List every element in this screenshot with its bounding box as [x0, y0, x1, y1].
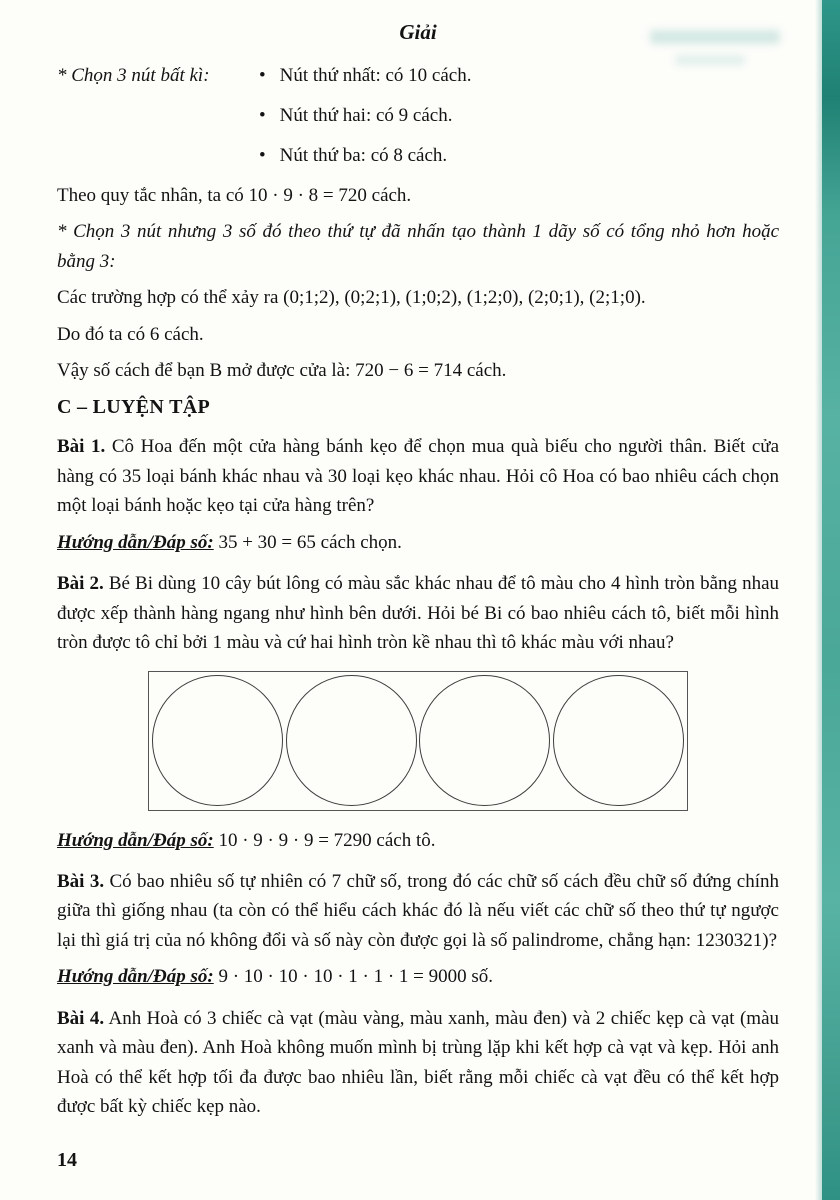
section-heading-practice: C – LUYỆN TẬP: [57, 396, 210, 419]
problem-3-answer: [57, 962, 779, 991]
circle-3: [419, 675, 550, 806]
page-number: 14: [57, 1149, 77, 1171]
problem-4-text: Anh Hoà có 3 chiếc cà vạt (màu vàng, màu xanh, màu đen) và 2 chiếc kẹp cà vạt (màu xanh và màu đen). Anh Hoà không muốn mình bị trùng lặp khi kết hợp cà vạt và kẹp. Hỏi anh Hoà có thể kết hợp tối đa được bao nhiêu lần, biết rằng mỗi chiếc cà vạt đều có thể kết hợp được bất kỳ chiếc kẹp nào.: [57, 1007, 780, 1118]
list-item: [259, 101, 471, 130]
solution-title: Giải: [399, 20, 437, 44]
problem-3: [57, 867, 779, 955]
problem-2-answer: [57, 826, 779, 855]
list-item: [259, 141, 471, 170]
four-circles-figure: [148, 671, 688, 811]
problem-1-label: Bài 1.: [57, 436, 106, 458]
problem-1-text: Cô Hoa đến một cửa hàng bánh kẹo để chọn mua quà biếu cho người thân. Biết cửa hàng có 35 loại bánh khác nhau và 30 loại kẹo khác nhau. Hỏi cô Hoa có bao nhiêu cách chọn một loại bánh hoặc kẹo tại cửa hàng trên?: [57, 436, 779, 517]
answer-label: Hướng dẫn/Đáp số:: [57, 829, 214, 851]
bullet-text: Nút thứ hai: có 9 cách.: [279, 104, 453, 126]
circle-4: [553, 675, 684, 806]
list-item: [259, 61, 471, 90]
problem-1-answer: [57, 528, 779, 557]
case-two-statement: * Chọn 3 nút nhưng 3 số đó theo thứ tự đã nhấn tạo thành 1 dãy số có tổng nhỏ hơn hoặc bằng 3:: [57, 221, 779, 272]
conclusion-line: Vậy số cách để bạn B mở được cửa là: 720 − 6 = 714 cách.: [57, 360, 507, 382]
document-page-content: [57, 16, 779, 1128]
problem-4: [57, 1004, 779, 1122]
six-ways-line: Do đó ta có 6 cách.: [57, 323, 204, 345]
solution-choose-row: [57, 61, 779, 171]
bullet-text: Nút thứ nhất: có 10 cách.: [279, 64, 472, 86]
answer-label: Hướng dẫn/Đáp số:: [57, 531, 214, 553]
problem-4-label: Bài 4.: [57, 1007, 105, 1029]
answer-text: 35 + 30 = 65 cách chọn.: [218, 531, 402, 553]
problem-2-text: Bé Bi dùng 10 cây bút lông có màu sắc khác nhau để tô màu cho 4 hình tròn bằng nhau được xếp thành hàng ngang như hình bên dưới. Hỏi bé Bi có bao nhiêu cách tô, biết mỗi hình tròn được tô chỉ bởi 1 màu và cứ hai hình tròn kề nhau thì tô khác màu với nhau?: [57, 573, 780, 654]
problem-3-label: Bài 3.: [57, 870, 105, 892]
bullet-marker: •: [259, 145, 266, 167]
circle-1: [152, 675, 283, 806]
problem-2-label: Bài 2.: [57, 573, 104, 595]
answer-label: Hướng dẫn/Đáp số:: [57, 966, 214, 988]
bullet-list: [259, 61, 471, 171]
problem-1: [57, 432, 779, 520]
bullet-marker: •: [259, 104, 266, 126]
choose-buttons-label: * Chọn 3 nút bất kì:: [57, 64, 210, 86]
bullet-marker: •: [259, 64, 266, 86]
bullet-text: Nút thứ ba: có 8 cách.: [279, 145, 448, 167]
multiplication-rule-line: Theo quy tắc nhân, ta có 10 · 9 · 8 = 720 cách.: [57, 184, 412, 206]
possible-cases-line: Các trường hợp có thể xảy ra (0;1;2), (0;2;1), (1;0;2), (1;2;0), (2;0;1), (2;1;0).: [57, 287, 646, 309]
answer-text: 9 · 10 · 10 · 10 · 1 · 1 · 1 = 9000 số.: [218, 966, 494, 988]
scan-edge-artifact: [822, 0, 840, 1200]
scan-edge-fade: [815, 0, 822, 1200]
circle-2: [286, 675, 417, 806]
problem-3-text: Có bao nhiêu số tự nhiên có 7 chữ số, trong đó các chữ số cách đều chữ số đứng chính giữa thì giống nhau (ta còn có thể hiểu cách khác đó là nếu viết các chữ số theo thứ tự ngược lại thì giá trị của nó không đổi và số này còn được gọi là số palindrome, chẳng hạn: 1230321)?: [57, 870, 779, 951]
problem-2: [57, 569, 779, 657]
answer-text: 10 · 9 · 9 · 9 = 7290 cách tô.: [218, 829, 436, 851]
